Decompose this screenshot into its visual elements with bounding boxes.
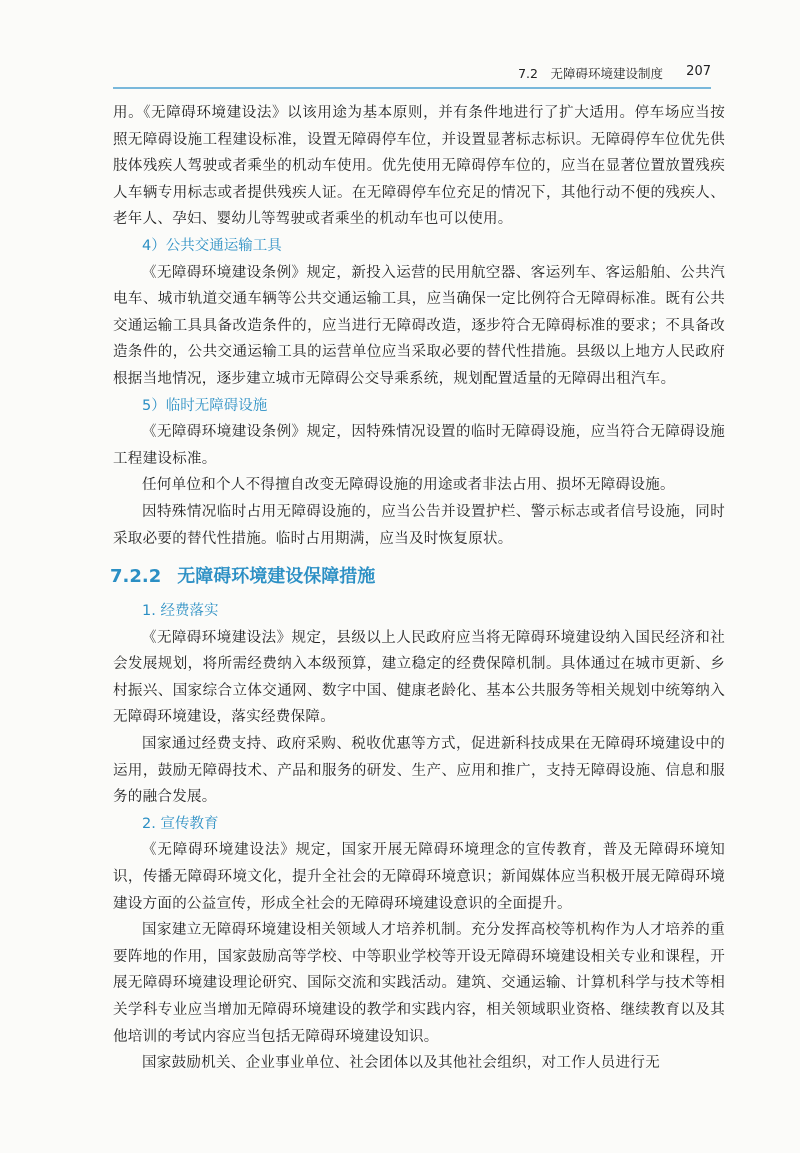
paragraph: 用。《无障碍环境建设法》以该用途为基本原则，并有条件地进行了扩大适用。停车场应当按照无障碍设施工程建设标准，设置无障碍停车位，并设置显著标志标识。无障碍停车位优先供肢体残疾人驾驶或者乘坐的机动车使用。优先使用无障碍停车位的，应当在显著位置放置残疾人车辆专用标志或者提供残疾人证。在无障碍停车位充足的情况下，其他行动不便的残疾人、老年人、孕妇、婴幼儿等驾驶或者乘坐的机动车也可以使用。 bbox=[113, 105, 725, 228]
subheading-temporary-facilities: 5）临时无障碍设施 bbox=[142, 397, 268, 414]
paragraph: 国家建立无障碍环境建设相关领域人才培养机制。充分发挥高校等机构作为人才培养的重要阵地的作用，国家鼓励高等学校、中等职业学校等开设无障碍环境建设相关专业和课程，开展无障碍环境建设理论研究、国际交流和实践活动。建筑、交通运输、计算机科学与技术等相关学科专业应当增加无障碍环境建设的教学和实践内容，相关领域职业资格、继续教育以及其他培训的考试内容应当包括无障碍环境建设知识。 bbox=[113, 922, 725, 1045]
page-header bbox=[113, 64, 711, 86]
paragraph: 《无障碍环境建设法》规定，国家开展无障碍环境理念的宣传教育，普及无障碍环境知识，传播无障碍环境文化，提升全社会的无障碍环境意识；新闻媒体应当积极开展无障碍环境建设方面的公益宣传，形成全社会的无障碍环境建设意识的全面提升。 bbox=[113, 842, 725, 912]
paragraph: 国家通过经费支持、政府采购、税收优惠等方式，促进新科技成果在无障碍环境建设中的运用，鼓励无障碍技术、产品和服务的研发、生产、应用和推广，支持无障碍设施、信息和服务的融合发展。 bbox=[113, 736, 725, 806]
page-number: 207 bbox=[686, 64, 711, 79]
page-body bbox=[110, 100, 725, 1077]
subheading-public-transport: 4）公共交通运输工具 bbox=[142, 237, 282, 254]
running-title: 7.2 无障碍环境建设制度 bbox=[518, 66, 663, 81]
subheading-funding: 1. 经费落实 bbox=[142, 603, 219, 620]
paragraph: 国家鼓励机关、企业事业单位、社会团体以及其他社会组织，对工作人员进行无 bbox=[142, 1055, 660, 1072]
subheading-publicity: 2. 宣传教育 bbox=[142, 815, 219, 832]
header-rule bbox=[113, 87, 711, 89]
paragraph: 《无障碍环境建设法》规定，县级以上人民政府应当将无障碍环境建设纳入国民经济和社会发展规划，将所需经费纳入本级预算，建立稳定的经费保障机制。具体通过在城市更新、乡村振兴、国家综合立体交通网、数字中国、健康老龄化、基本公共服务等相关规划中统筹纳入无障碍环境建设，落实经费保障。 bbox=[113, 629, 725, 726]
section-number: 7.2.2 bbox=[110, 566, 162, 588]
paragraph: 任何单位和个人不得擅自改变无障碍设施的用途或者非法占用、损坏无障碍设施。 bbox=[142, 477, 675, 494]
paragraph: 《无障碍环境建设条例》规定，新投入运营的民用航空器、客运列车、客运船舶、公共汽电车、城市轨道交通车辆等公共交通运输工具，应当确保一定比例符合无障碍标准。既有公共交通运输工具具备改造条件的，应当进行无障碍改造，逐步符合无障碍标准的要求；不具备改造条件的，公共交通运输工具的运营单位应当采取必要的替代性措施。县级以上地方人民政府根据当地情况，逐步建立城市无障碍公交导乘系统，规划配置适量的无障碍出租汽车。 bbox=[113, 264, 725, 387]
paragraph: 因特殊情况临时占用无障碍设施的，应当公告并设置护栏、警示标志或者信号设施，同时采取必要的替代性措施。临时占用期满，应当及时恢复原状。 bbox=[113, 503, 725, 547]
paragraph: 《无障碍环境建设条例》规定，因特殊情况设置的临时无障碍设施，应当符合无障碍设施工程建设标准。 bbox=[113, 424, 725, 467]
section-heading bbox=[110, 563, 725, 591]
section-title: 无障碍环境建设保障措施 bbox=[177, 566, 376, 588]
